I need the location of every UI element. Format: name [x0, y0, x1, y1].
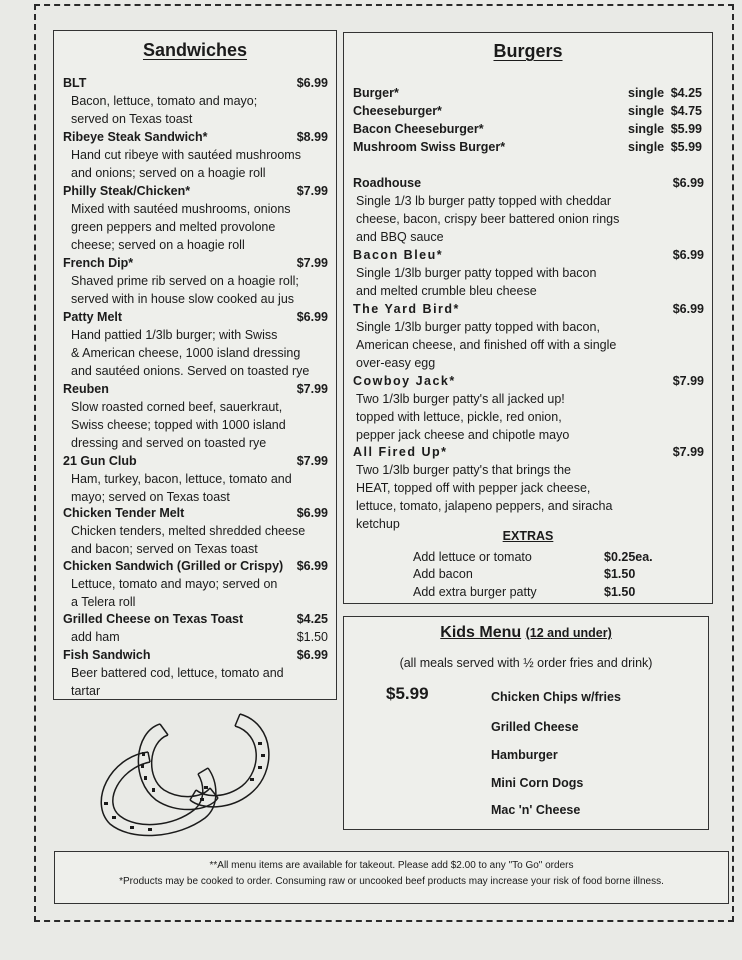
burger-row: Mushroom Swiss Burger* single $5.99 — [353, 140, 702, 154]
health-disclaimer: *Products may be cooked to order. Consuming raw or uncooked beef products may increase your risk of food borne illness. — [119, 876, 664, 887]
burgers-title: Burgers — [493, 41, 563, 61]
menu-item: BLT $6.99 Bacon, lettuce, tomato and mayo; served on Texas toast — [63, 76, 328, 126]
kids-item: Mini Corn Dogs — [491, 776, 584, 790]
specialty-burger: Cowboy Jack* $7.99 Two 1/3lb burger patty's all jacked up! topped with lettuce, pickle, red onion, pepper jack cheese and chipotle mayo — [353, 374, 704, 442]
extras-title: EXTRAS — [502, 529, 554, 543]
kids-menu-title: Kids Menu — [440, 624, 522, 641]
burger-row: Burger* single $4.25 — [353, 86, 702, 100]
kids-menu-heading — [344, 624, 708, 642]
burgers-panel — [343, 32, 713, 604]
kids-item: Grilled Cheese — [491, 720, 579, 734]
kids-menu-panel — [343, 616, 709, 830]
specialty-burger: Roadhouse $6.99 Single 1/3 lb burger patty topped with cheddar cheese, bacon, crispy beer battered onion rings and BBQ sauce — [353, 176, 704, 244]
menu-item: Ribeye Steak Sandwich* $8.99 Hand cut ribeye with sautéed mushrooms and onions; served on a hoagie roll — [63, 130, 328, 180]
specialty-burger: All Fired Up* $7.99 Two 1/3lb burger patty's that brings the HEAT, topped off with pepper jack cheese, lettuce, tomato, jalapeno peppers, and siracha ketchup — [353, 445, 704, 531]
extra-row: Add lettuce or tomato $0.25ea. — [413, 550, 653, 564]
burger-row: Cheeseburger* single $4.75 — [353, 104, 702, 118]
menu-item: Patty Melt $6.99 Hand pattied 1/3lb burger; with Swiss & American cheese, 1000 island dressing and sautéed onions. Served on toasted rye — [63, 310, 328, 378]
menu-item: Grilled Cheese on Texas Toast $4.25 add ham $1.50 — [63, 612, 328, 644]
specialty-burger: Bacon Bleu* $6.99 Single 1/3lb burger patty topped with bacon and melted crumble bleu cheese — [353, 248, 704, 298]
menu-item: Chicken Sandwich (Grilled or Crispy) $6.99 Lettuce, tomato and mayo; served on a Telera roll — [63, 559, 328, 609]
menu-item: Chicken Tender Melt $6.99 Chicken tenders, melted shredded cheese and bacon; served on Texas toast — [63, 506, 328, 556]
menu-item: Reuben $7.99 Slow roasted corned beef, sauerkraut, Swiss cheese; topped with 1000 island dressing and served on toasted rye — [63, 382, 328, 450]
kids-item: Hamburger — [491, 748, 558, 762]
menu-item: Fish Sandwich $6.99 Beer battered cod, lettuce, tomato and tartar — [63, 648, 328, 698]
menu-item: Philly Steak/Chicken* $7.99 Mixed with sautéed mushrooms, onions green peppers and melted provolone cheese; served on a hoagie roll — [63, 184, 328, 252]
extra-row: Add extra burger patty $1.50 — [413, 585, 636, 599]
kids-item: Chicken Chips w/fries — [491, 690, 621, 704]
kids-item: Mac 'n' Cheese — [491, 803, 581, 817]
takeout-note: **All menu items are available for takeout. Please add $2.00 to any "To Go" orders — [209, 860, 574, 871]
kids-menu-price: $5.99 — [386, 684, 429, 703]
specialty-burger: The Yard Bird* $6.99 Single 1/3lb burger patty topped with bacon, American cheese, and finished off with a single over-easy egg — [353, 302, 704, 370]
footer-notice — [54, 851, 729, 904]
sandwiches-title: Sandwiches — [142, 40, 248, 60]
sandwiches-panel — [53, 30, 337, 700]
kids-menu-note: (all meals served with ½ order fries and drink) — [399, 656, 653, 670]
horseshoe-icon — [90, 702, 280, 842]
burger-row: Bacon Cheeseburger* single $5.99 — [353, 122, 702, 136]
kids-menu-age-note: (12 and under) — [525, 626, 612, 640]
menu-item: 21 Gun Club $7.99 Ham, turkey, bacon, lettuce, tomato and mayo; served on Texas toast — [63, 454, 328, 504]
extra-row: Add bacon $1.50 — [413, 567, 636, 581]
menu-item: French Dip* $7.99 Shaved prime rib served on a hoagie roll; served with in house slow cooked au jus — [63, 256, 328, 306]
